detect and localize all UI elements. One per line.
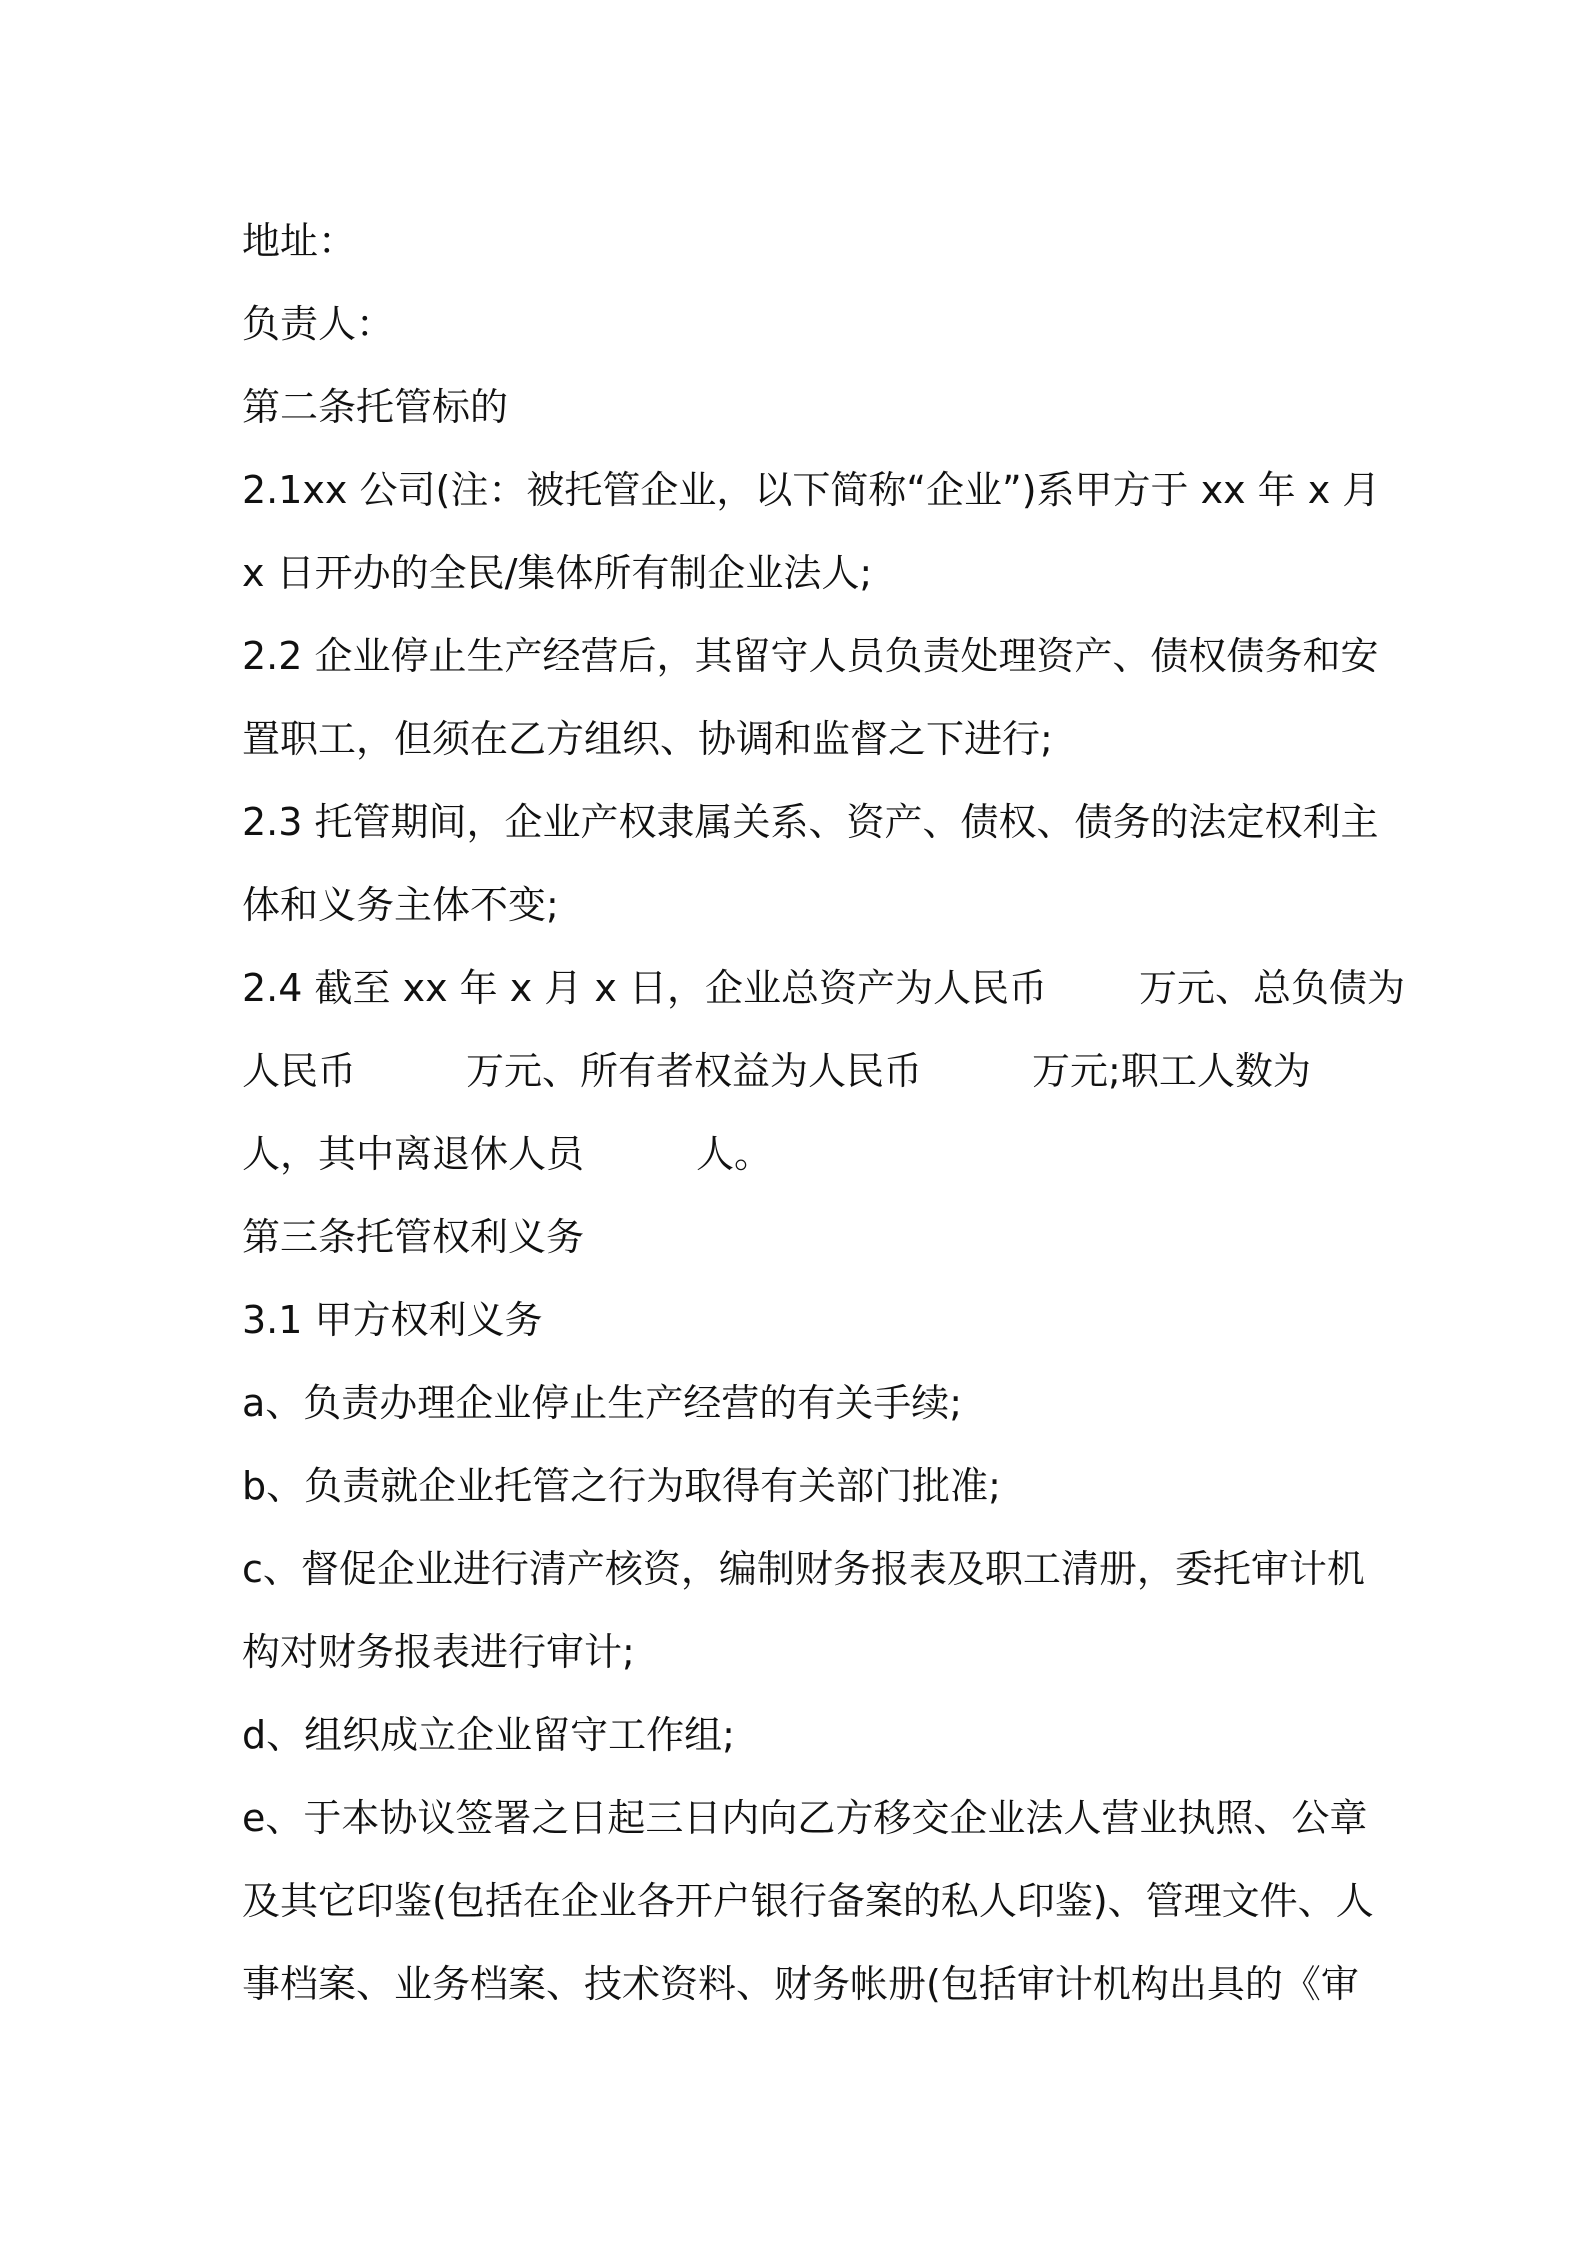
item-b: b、负责就企业托管之行为取得有关部门批准;	[242, 1464, 1001, 1508]
clause-2-2-line-1: 2.2 企业停止生产经营后，其留守人员负责处理资产、债权债务和安	[242, 634, 1379, 678]
clause-2-3-line-2: 体和义务主体不变;	[242, 883, 559, 927]
document-body	[242, 200, 1405, 2026]
clause-2-3-line-1: 2.3 托管期间，企业产权隶属关系、资产、债权、债务的法定权利主	[242, 800, 1379, 844]
clause-2-4-staff-b: 人。	[696, 1132, 773, 1176]
responsible-person-line: 负责人：	[242, 302, 395, 346]
clause-2-4-line-1	[242, 947, 1405, 1030]
item-e-line-1: e、于本协议签署之日起三日内向乙方移交企业法人营业执照、公章	[242, 1796, 1368, 1840]
clause-3-1-heading: 3.1 甲方权利义务	[242, 1298, 543, 1342]
clause-2-2-line-2: 置职工，但须在乙方组织、协调和监督之下进行;	[242, 717, 1053, 761]
clause-2-4-line-3	[242, 1113, 1362, 1196]
address-line: 地址：	[242, 219, 357, 263]
clause-2-4-text-a: 2.4 截至 xx 年 x 月 x 日，企业总资产为人民币	[242, 966, 1047, 1010]
article-3-heading: 第三条托管权利义务	[242, 1215, 585, 1259]
clause-2-4-line-2	[242, 1030, 1362, 1113]
item-e-line-3: 事档案、业务档案、技术资料、财务帐册(包括审计机构出具的《审	[242, 1962, 1359, 2006]
item-d: d、组织成立企业留守工作组;	[242, 1713, 735, 1757]
item-e-line-2: 及其它印鉴(包括在企业各开户银行备案的私人印鉴)、管理文件、人	[242, 1879, 1374, 1923]
clause-2-1-line-1: 2.1xx 公司(注：被托管企业，以下简称“企业”)系甲方于 xx 年 x 月	[242, 468, 1381, 512]
article-2-heading: 第二条托管标的	[242, 385, 509, 429]
clause-2-1-line-2: x 日开办的全民/集体所有制企业法人;	[242, 551, 873, 595]
item-c-line-2: 构对财务报表进行审计;	[242, 1630, 635, 1674]
clause-2-4-rmb-b: 万元、所有者权益为人民币	[466, 1049, 923, 1093]
clause-2-4-text-b: 万元、总负债为	[1138, 966, 1405, 1010]
clause-2-4-rmb-c: 万元;职工人数为	[1032, 1049, 1311, 1093]
item-a: a、负责办理企业停止生产经营的有关手续;	[242, 1381, 963, 1425]
clause-2-4-rmb-a: 人民币	[242, 1049, 357, 1093]
clause-2-4-staff-a: 人，其中离退休人员	[242, 1132, 585, 1176]
item-c-line-1: c、督促企业进行清产核资，编制财务报表及职工清册，委托审计机	[242, 1547, 1365, 1591]
